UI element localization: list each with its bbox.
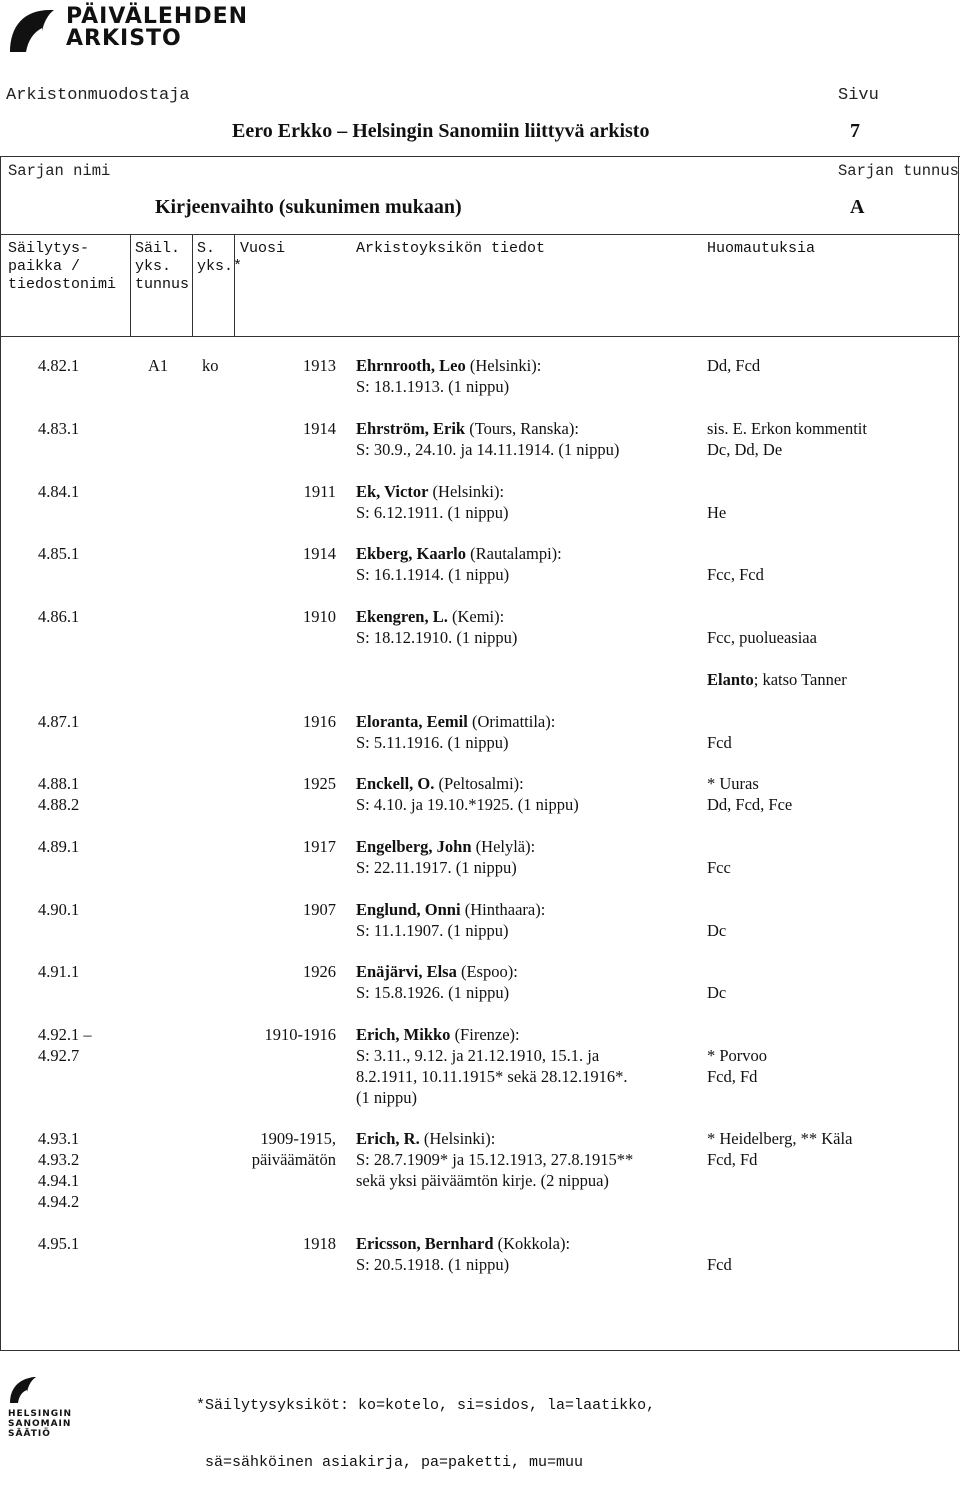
cross-reference bbox=[707, 669, 847, 690]
column-header-line: paikka / bbox=[8, 258, 81, 275]
location-id: 4.84.1 bbox=[38, 482, 80, 501]
year: 1917 bbox=[303, 837, 336, 856]
correspondent bbox=[356, 481, 504, 502]
page-number: 7 bbox=[850, 120, 860, 142]
year: 1911 bbox=[303, 482, 336, 501]
logo-line-1: PÄIVÄLEHDEN bbox=[66, 4, 249, 29]
footnote-line-2: sä=sähköinen asiakirja, pa=paketti, mu=muu bbox=[196, 1454, 584, 1471]
note: Dc bbox=[707, 983, 727, 1002]
letter-dates: S: 5.11.1916. (1 nippu) bbox=[356, 733, 509, 752]
divider bbox=[0, 156, 960, 157]
cross-reference-name: Elanto bbox=[707, 670, 754, 689]
year: 1914 bbox=[303, 544, 336, 563]
letter-dates: S: 6.12.1911. (1 nippu) bbox=[356, 503, 509, 522]
column-divider bbox=[192, 234, 193, 336]
column-header-line: tiedostonimi bbox=[8, 276, 117, 293]
note: Dd, Fcd, Fce bbox=[707, 795, 793, 814]
column-header-year: Vuosi bbox=[240, 240, 286, 257]
note: * Heidelberg, ** Käla bbox=[707, 1129, 853, 1148]
year: 1910 bbox=[303, 607, 336, 626]
letter-dates: S: 18.12.1910. (1 nippu) bbox=[356, 628, 518, 647]
year: 1916 bbox=[303, 712, 336, 731]
correspondent-place: (Orimattila): bbox=[467, 712, 556, 731]
foundation-logo-line: HELSINGIN bbox=[8, 1409, 73, 1419]
correspondent-place: (Espoo): bbox=[456, 962, 518, 981]
note: * Porvoo bbox=[707, 1046, 768, 1065]
note: Fcc, puolueasiaa bbox=[707, 628, 817, 647]
location-id: 4.83.1 bbox=[38, 419, 80, 438]
year: 1907 bbox=[303, 900, 336, 919]
correspondent-name: Ek, Victor bbox=[356, 482, 429, 501]
correspondent-place: (Helsinki): bbox=[419, 1129, 496, 1148]
location-id: 4.92.7 bbox=[38, 1046, 80, 1065]
correspondent-place: (Firenze): bbox=[450, 1025, 520, 1044]
series-id: A bbox=[850, 196, 865, 218]
location-id: 4.82.1 bbox=[38, 356, 80, 375]
correspondent-name: Engelberg, John bbox=[356, 837, 472, 856]
correspondent-name: Englund, Onni bbox=[356, 900, 461, 919]
location-id: 4.88.2 bbox=[38, 795, 80, 814]
note: Dc, Dd, De bbox=[707, 440, 783, 459]
series-name-label: Sarjan nimi bbox=[8, 162, 111, 180]
correspondent bbox=[356, 418, 579, 439]
location-id: 4.88.1 bbox=[38, 774, 80, 793]
correspondent-name: Eloranta, Eemil bbox=[356, 712, 468, 731]
location-id: 4.91.1 bbox=[38, 962, 80, 981]
correspondent-place: (Kokkola): bbox=[493, 1234, 571, 1253]
letter-dates: S: 18.1.1913. (1 nippu) bbox=[356, 377, 510, 396]
column-header-location bbox=[8, 240, 116, 294]
column-header-line: yks.* bbox=[197, 258, 243, 275]
note: Dd, Fcd bbox=[707, 356, 761, 375]
column-header-line: yks. bbox=[135, 258, 172, 275]
footnote-line-1: *Säilytysyksiköt: ko=kotelo, si=sidos, la=laatikko, bbox=[196, 1397, 656, 1414]
note: Fcc bbox=[707, 858, 731, 877]
unit-type: ko bbox=[202, 356, 219, 375]
location-id: 4.92.1 – bbox=[38, 1025, 92, 1044]
note: Fcc, Fcd bbox=[707, 565, 764, 584]
archive-creator-label: Arkistonmuodostaja bbox=[6, 86, 190, 105]
correspondent-place: (Kemi): bbox=[447, 607, 505, 626]
year: 1925 bbox=[303, 774, 336, 793]
location-id: 4.93.1 bbox=[38, 1129, 80, 1148]
note: Dc bbox=[707, 921, 727, 940]
letter-dates: S: 4.10. ja 19.10.*1925. (1 nippu) bbox=[356, 795, 579, 814]
year: 1926 bbox=[303, 962, 336, 981]
logo-text bbox=[66, 6, 248, 50]
correspondent-name: Ekengren, L. bbox=[356, 607, 448, 626]
correspondent-place: (Helsinki): bbox=[428, 482, 505, 501]
correspondent bbox=[356, 899, 545, 920]
logo-line-2: ARKISTO bbox=[66, 26, 182, 51]
archive-title: Eero Erkko – Helsingin Sanomiin liittyvä arkisto bbox=[232, 120, 650, 142]
letter-dates: 8.2.1911, 10.11.1915* sekä 28.12.1916*. bbox=[356, 1067, 628, 1086]
correspondent bbox=[356, 711, 555, 732]
correspondent-name: Enckell, O. bbox=[356, 774, 435, 793]
column-header-notes: Huomautuksia bbox=[707, 240, 816, 257]
location-id: 4.87.1 bbox=[38, 712, 80, 731]
correspondent-name: Erich, R. bbox=[356, 1129, 420, 1148]
foundation-logo-icon bbox=[8, 1375, 38, 1405]
correspondent bbox=[356, 1024, 520, 1045]
letter-dates: S: 16.1.1914. (1 nippu) bbox=[356, 565, 510, 584]
correspondent bbox=[356, 836, 535, 857]
column-header-line: tunnus bbox=[135, 276, 190, 293]
column-header-line: S. bbox=[197, 240, 216, 257]
note: Fcd bbox=[707, 1255, 732, 1274]
correspondent-name: Ekberg, Kaarlo bbox=[356, 544, 466, 563]
letter-dates: sekä yksi päiväämtön kirje. (2 nippua) bbox=[356, 1171, 609, 1190]
location-id: 4.90.1 bbox=[38, 900, 80, 919]
correspondent bbox=[356, 1233, 570, 1254]
note: Fcd, Fd bbox=[707, 1150, 758, 1169]
cross-reference-text: ; katso Tanner bbox=[753, 670, 847, 689]
footnote bbox=[196, 1358, 655, 1491]
divider bbox=[0, 234, 960, 235]
letter-dates: (1 nippu) bbox=[356, 1088, 417, 1107]
letter-dates: S: 3.11., 9.12. ja 21.12.1910, 15.1. ja bbox=[356, 1046, 600, 1065]
location-id: 4.94.1 bbox=[38, 1171, 80, 1190]
series-name: Kirjeenvaihto (sukunimen mukaan) bbox=[155, 196, 462, 218]
note: sis. E. Erkon kommentit bbox=[707, 419, 867, 438]
correspondent-place: (Hinthaara): bbox=[460, 900, 546, 919]
correspondent bbox=[356, 543, 562, 564]
letter-dates: S: 30.9., 24.10. ja 14.11.1914. (1 nippu) bbox=[356, 440, 620, 459]
correspondent bbox=[356, 1128, 495, 1149]
note: Fcd bbox=[707, 733, 732, 752]
correspondent-place: (Tours, Ranska): bbox=[465, 419, 579, 438]
year: 1909-1915, bbox=[260, 1129, 336, 1148]
note: Fcd, Fd bbox=[707, 1067, 758, 1086]
location-id: 4.94.2 bbox=[38, 1192, 80, 1211]
letter-dates: S: 15.8.1926. (1 nippu) bbox=[356, 983, 510, 1002]
foundation-logo-line: SANOMAIN bbox=[8, 1419, 72, 1429]
correspondent-name: Erich, Mikko bbox=[356, 1025, 451, 1044]
correspondent bbox=[356, 961, 518, 982]
correspondent bbox=[356, 355, 541, 376]
correspondent-place: (Helsinki): bbox=[465, 356, 542, 375]
column-header-line: Säilytys- bbox=[8, 240, 90, 257]
column-header-line: Säil. bbox=[135, 240, 181, 257]
column-header-unit bbox=[197, 240, 242, 276]
correspondent bbox=[356, 773, 524, 794]
helsingin-sanomain-saatio-logo bbox=[8, 1375, 128, 1439]
table-border-bottom bbox=[0, 1350, 960, 1351]
column-header-details: Arkistoyksikön tiedot bbox=[356, 240, 546, 257]
location-id: 4.95.1 bbox=[38, 1234, 80, 1253]
location-id: 4.86.1 bbox=[38, 607, 80, 626]
foundation-logo-text bbox=[8, 1409, 72, 1439]
letter-dates: S: 28.7.1909* ja 15.12.1913, 27.8.1915** bbox=[356, 1150, 634, 1169]
table-header-bottom bbox=[0, 336, 960, 337]
correspondent-place: (Peltosalmi): bbox=[434, 774, 524, 793]
correspondent-name: Ericsson, Bernhard bbox=[356, 1234, 494, 1253]
location-id: 4.85.1 bbox=[38, 544, 80, 563]
column-header-unit-id bbox=[135, 240, 189, 294]
correspondent-name: Enäjärvi, Elsa bbox=[356, 962, 457, 981]
note: He bbox=[707, 503, 727, 522]
paivalehden-arkisto-logo bbox=[0, 0, 280, 60]
page-label: Sivu bbox=[838, 86, 879, 105]
year: 1918 bbox=[303, 1234, 336, 1253]
column-divider bbox=[130, 234, 131, 336]
series-id-label: Sarjan tunnus bbox=[838, 162, 959, 180]
letter-dates: S: 22.11.1917. (1 nippu) bbox=[356, 858, 517, 877]
year: 1914 bbox=[303, 419, 336, 438]
table-border-right bbox=[958, 156, 959, 1350]
correspondent-name: Ehrnrooth, Leo bbox=[356, 356, 466, 375]
letter-dates: S: 20.5.1918. (1 nippu) bbox=[356, 1255, 510, 1274]
year: päiväämätön bbox=[251, 1150, 336, 1169]
letter-dates: S: 11.1.1907. (1 nippu) bbox=[356, 921, 509, 940]
correspondent-place: (Rautalampi): bbox=[466, 544, 562, 563]
note: * Uuras bbox=[707, 774, 759, 793]
table-border-left bbox=[0, 156, 1, 1350]
location-id: 4.89.1 bbox=[38, 837, 80, 856]
unit-id: A1 bbox=[148, 356, 169, 375]
correspondent-name: Ehrström, Erik bbox=[356, 419, 466, 438]
year: 1910-1916 bbox=[264, 1025, 336, 1044]
location-id: 4.93.2 bbox=[38, 1150, 80, 1169]
column-divider bbox=[234, 234, 235, 336]
year: 1913 bbox=[303, 356, 336, 375]
foundation-logo-line: SÄÄTIÖ bbox=[8, 1429, 51, 1439]
correspondent-place: (Helylä): bbox=[471, 837, 536, 856]
logo-mark-icon bbox=[6, 6, 58, 56]
correspondent bbox=[356, 606, 504, 627]
